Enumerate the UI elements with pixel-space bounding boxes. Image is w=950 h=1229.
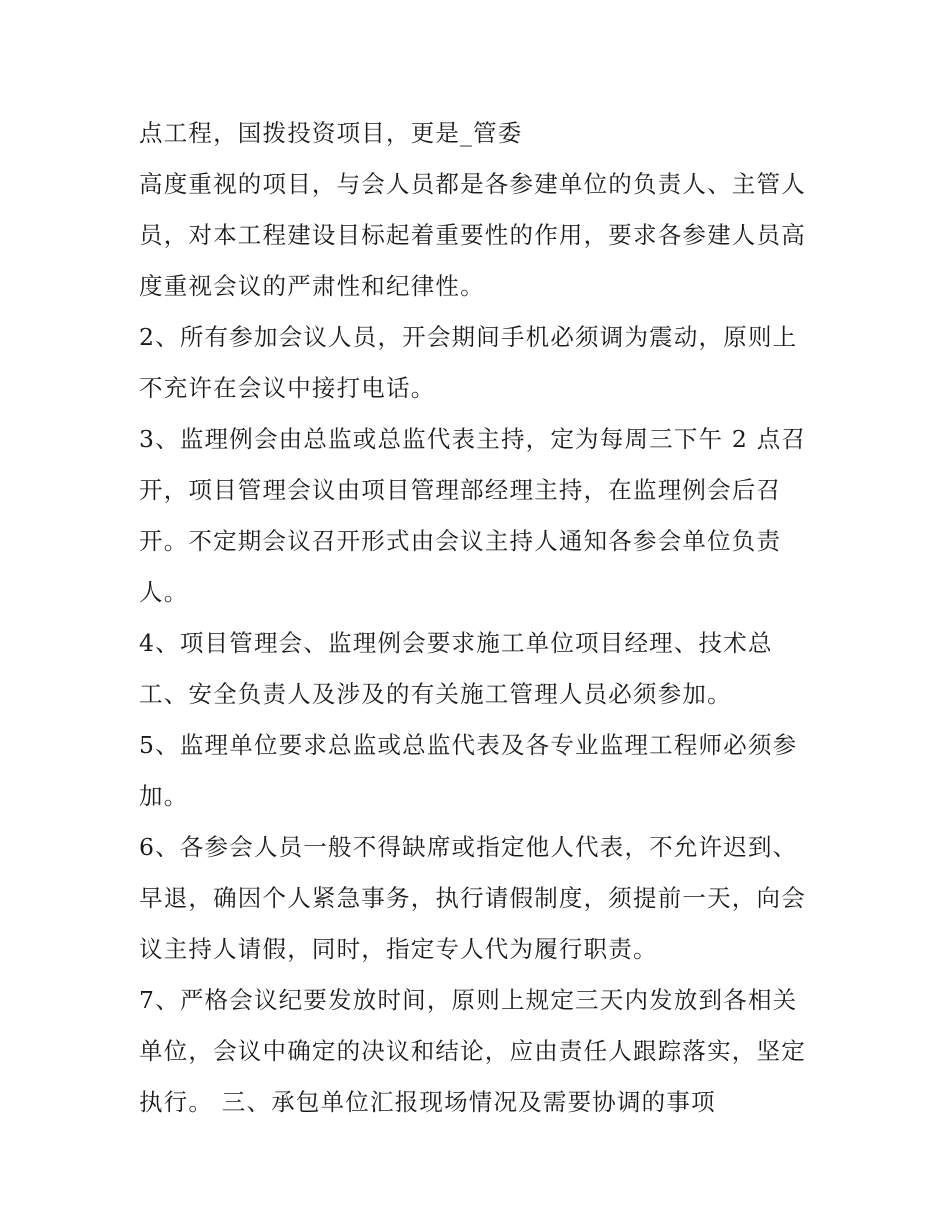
text-line: 6、各参会人员一般不得缺席或指定他人代表，不允许迟到、 [139, 833, 798, 861]
text-line: 点工程，国拨投资项目，更是_管委 [139, 119, 523, 147]
text-line: 2、所有参加会议人员，开会期间手机必须调为震动，原则上 [139, 323, 798, 351]
text-line: 高度重视的项目，与会人员都是各参建单位的负责人、主管人 [139, 170, 806, 198]
document-body [139, 108, 829, 1128]
text-line: 工、安全负责人及涉及的有关施工管理人员必须参加。 [139, 680, 732, 708]
text-line: 不充许在会议中接打电话。 [139, 374, 436, 402]
text-line: 度重视会议的严肃性和纪律性。 [139, 272, 485, 300]
text-line: 加。 [139, 782, 189, 810]
text-line: 人。 [139, 578, 189, 606]
text-line: 4、项目管理会、监理例会要求施工单位项目经理、技术总 [139, 629, 773, 657]
text-line: 执行。 三、承包单位汇报现场情况及需要协调的事项 [139, 1088, 716, 1116]
text-line: 开，项目管理会议由项目管理部经理主持，在监理例会后召 [139, 476, 782, 504]
text-line: 议主持人请假，同时，指定专人代为履行职责。 [139, 935, 658, 963]
text-line: 开。不定期会议召开形式由会议主持人通知各参会单位负责 [139, 527, 782, 555]
text-line: 员，对本工程建设目标起着重要性的作用，要求各参建人员高 [139, 221, 806, 249]
text-line: 单位，会议中确定的决议和结论，应由责任人跟踪落实，坚定 [139, 1037, 806, 1065]
text-line: 5、监理单位要求总监或总监代表及各专业监理工程师必须参 [139, 731, 798, 759]
text-line: 7、严格会议纪要发放时间，原则上规定三天内发放到各相关 [139, 986, 798, 1014]
text-line: 3、监理例会由总监或总监代表主持，定为每周三下午 2 点召 [139, 425, 807, 453]
text-line: 早退，确因个人紧急事务，执行请假制度，须提前一天，向会 [139, 884, 806, 912]
